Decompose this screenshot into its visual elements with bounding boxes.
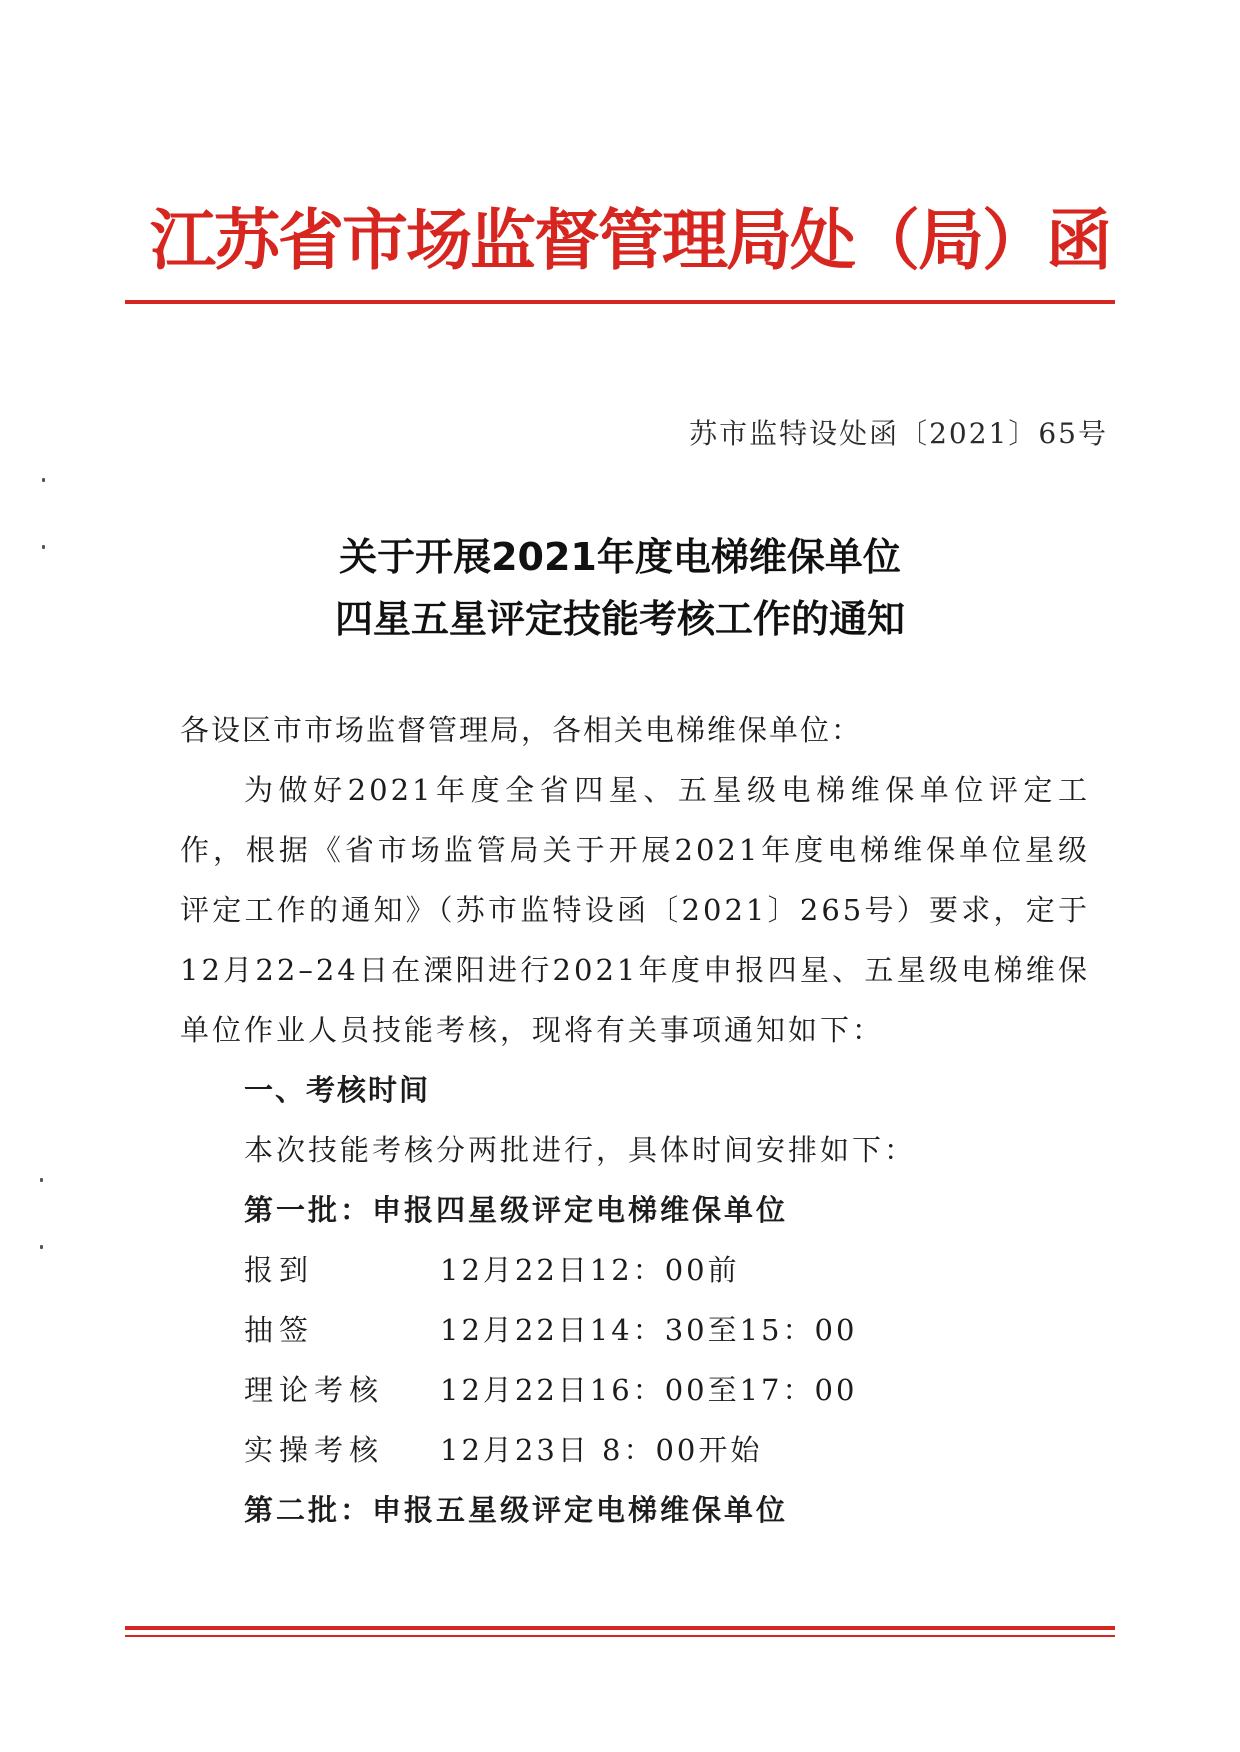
title-line-1: 关于开展2021年度电梯维保单位 xyxy=(339,535,901,579)
document-number: 苏市监特设处函〔2021〕65号 xyxy=(689,417,1108,450)
schedule-row xyxy=(180,1420,1090,1480)
schedule-label: 理论考核 xyxy=(244,1373,385,1407)
schedule-time: 12月23日 8：00开始 xyxy=(440,1433,763,1467)
document-body xyxy=(180,700,1090,1540)
schedule-time: 12月22日16：00至17：00 xyxy=(440,1373,858,1407)
binding-hole-mark xyxy=(42,478,45,482)
schedule-row xyxy=(180,1300,1090,1360)
binding-hole-mark xyxy=(42,545,45,549)
schedule-row xyxy=(180,1360,1090,1420)
schedule-time: 12月22日14：30至15：00 xyxy=(440,1313,858,1347)
schedule-label: 抽签 xyxy=(244,1313,315,1347)
title-line-2: 四星五星评定技能考核工作的通知 xyxy=(334,597,905,641)
batch2-heading: 第二批：申报五星级评定电梯维保单位 xyxy=(244,1493,789,1527)
binding-hole-mark xyxy=(40,1178,43,1182)
footer-red-rule-thick xyxy=(125,1626,1115,1630)
notice-title xyxy=(170,526,1070,650)
intro-paragraph: 为做好2021年度全省四星、五星级电梯维保单位评定工作，根据《省市场监管局关于开展2021年度电梯维保单位星级评定工作的通知》（苏市监特设函〔2021〕265号）要求，定于12月22–24日在溧阳进行2021年度申报四星、五星级电梯维保单位作业人员技能考核，现将有关事项通知如下： xyxy=(180,773,1090,1047)
schedule-row xyxy=(180,1240,1090,1300)
masthead-red-rule xyxy=(125,300,1115,304)
masthead-title: 江苏省市场监督管理局处（局）函 xyxy=(150,201,1110,279)
salutation: 各设区市市场监督管理局，各相关电梯维保单位： xyxy=(180,713,863,747)
batch1-heading: 第一批：申报四星级评定电梯维保单位 xyxy=(244,1193,789,1227)
footer-red-rule-thin xyxy=(125,1635,1115,1637)
schedule-time: 12月22日12：00前 xyxy=(440,1253,740,1287)
binding-hole-mark xyxy=(40,1245,43,1249)
section-intro: 本次技能考核分两批进行，具体时间安排如下： xyxy=(244,1133,917,1167)
schedule-label: 实操考核 xyxy=(244,1433,385,1467)
section-heading-exam-time: 一、考核时间 xyxy=(244,1073,431,1107)
schedule-label: 报到 xyxy=(244,1253,315,1287)
